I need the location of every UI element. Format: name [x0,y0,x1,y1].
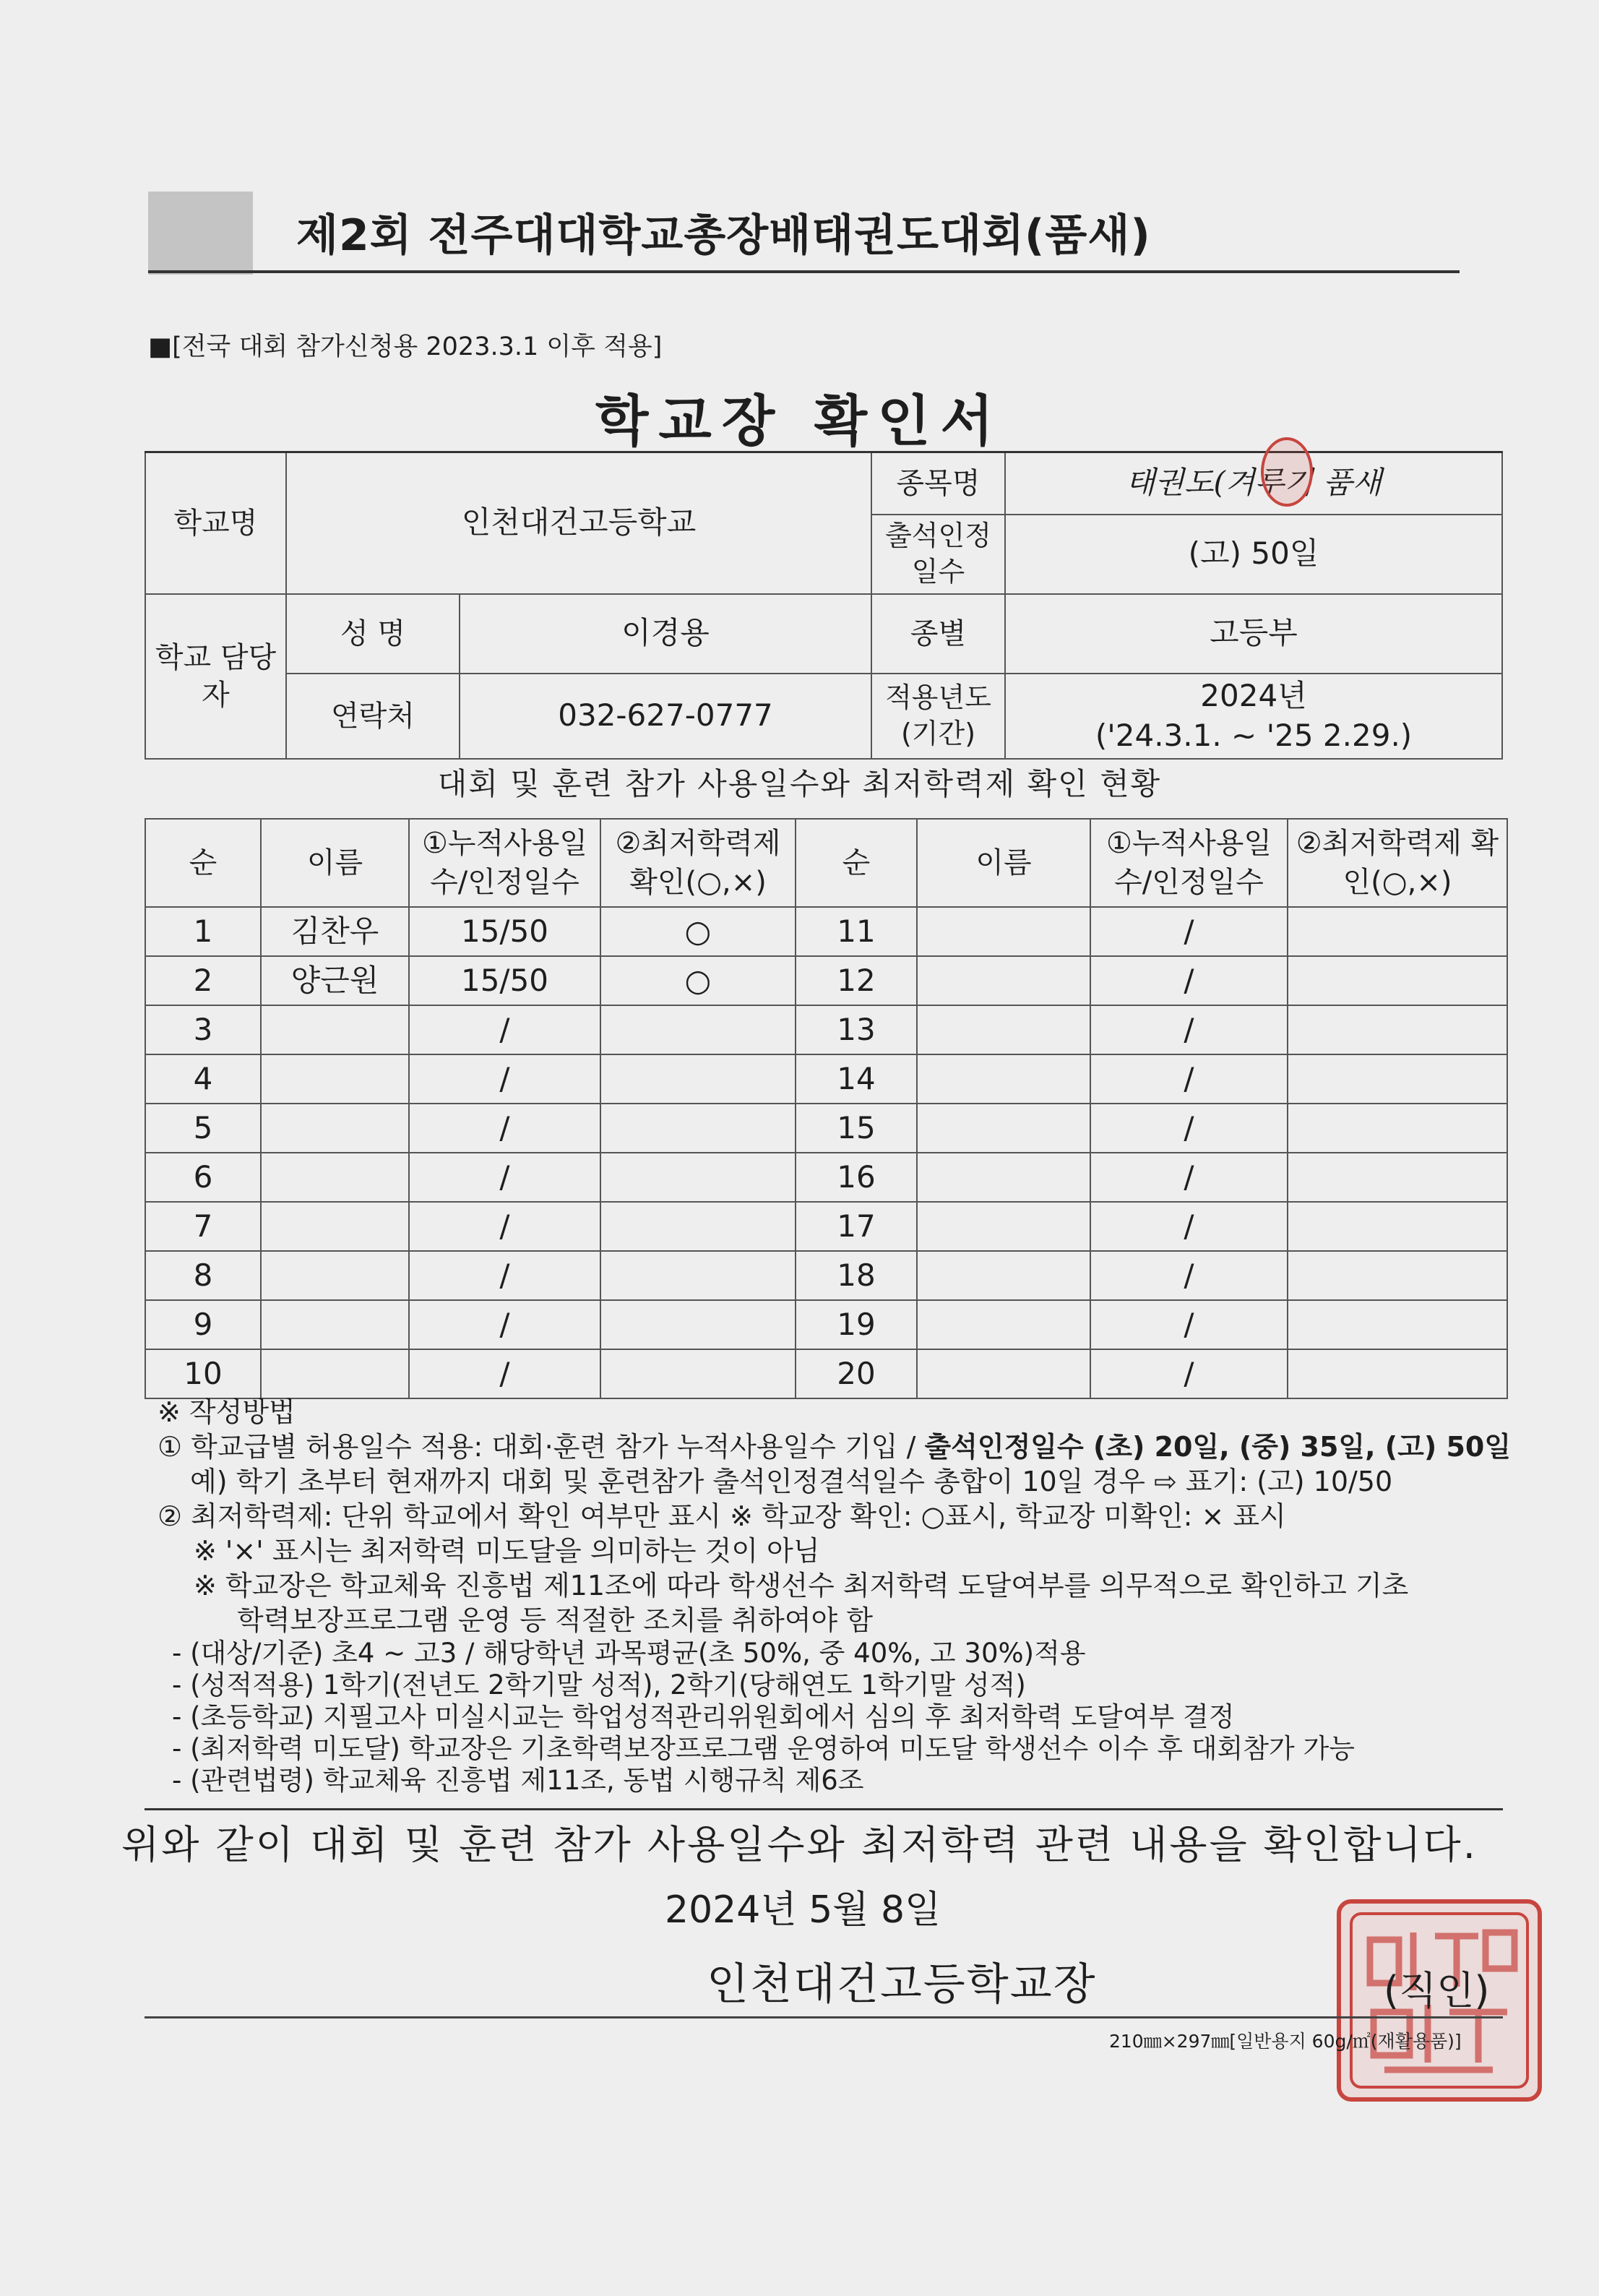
roster-cell-name [917,956,1090,1005]
roster-cell-check [1288,956,1507,1005]
roster-cell-days: / [409,1005,600,1054]
note-detail-3: - (초등학교) 지필고사 미실시교는 학업성적관리위원회에서 심의 후 최저학력 도달여부 결정 [172,1701,1235,1732]
roster-cell-no: 9 [145,1300,261,1349]
event-title: 제2회 전주대대학교총장배태권도대회(품새) [296,210,1151,261]
roster-cell-name [261,1054,409,1104]
attendance-label: 출석인정일수 [871,515,1005,594]
writing-notes [158,1395,1516,1797]
roster-cell-no: 19 [796,1300,917,1349]
table-row [145,1300,1507,1349]
header-no: 순 [145,819,261,907]
roster-cell-no: 16 [796,1153,917,1202]
roster-cell-check [1288,1153,1507,1202]
roster-cell-name [917,1104,1090,1153]
roster-cell-check: ○ [600,956,796,1005]
roster-cell-name [917,1005,1090,1054]
manager-label: 학교 담당자 [145,594,286,759]
roster-cell-check [1288,1054,1507,1104]
division-label: 종별 [871,594,1005,674]
roster-cell-days: 15/50 [409,956,600,1005]
header-name: 이름 [917,819,1090,907]
roster-cell-name [261,1349,409,1398]
contact-value: 032-627-0777 [460,674,871,759]
division-value: 고등부 [1005,594,1502,674]
roster-cell-no: 4 [145,1054,261,1104]
roster-cell-no: 18 [796,1251,917,1300]
roster-cell-name: 양근원 [261,956,409,1005]
roster-cell-name [917,1251,1090,1300]
note-detail-5: - (관련법령) 학교체육 진흥법 제11조, 동법 시행규칙 제6조 [172,1765,864,1796]
roster-cell-days: / [1090,1153,1288,1202]
roster-cell-no: 14 [796,1054,917,1104]
roster-cell-no: 7 [145,1202,261,1251]
roster-cell-days: / [1090,956,1288,1005]
issue-date: 2024년 5월 8일 [665,1888,941,1932]
roster-cell-check: ○ [600,907,796,956]
roster-cell-check [600,1251,796,1300]
header-check: ②최저학력제 확인(○,×) [600,819,796,907]
header-block [148,192,253,275]
roster-cell-no: 13 [796,1005,917,1054]
roster-cell-days: / [1090,907,1288,956]
roster-cell-days: / [409,1153,600,1202]
year-value [1005,674,1502,759]
roster-cell-name: 김찬우 [261,907,409,956]
footer-divider [145,1808,1503,1810]
roster-cell-name [261,1104,409,1153]
header-days: ①누적사용일수/인정일수 [1090,819,1288,907]
roster-header-row [145,819,1507,907]
note-1-example: 예) 학기 초부터 현재까지 대회 및 훈련참가 출석인정결석일수 총합이 10일 경우 ⇨ 표기: (고) 10/50 [190,1466,1393,1497]
period-text: ('24.3.1. ~ '25 2.29.) [1095,717,1413,753]
year-label: 적용년도 (기간) [871,674,1005,759]
table-row [145,1005,1507,1054]
roster-cell-check [1288,1300,1507,1349]
note-1: ① 학교급별 허용일수 적용: 대회·훈련 참가 누적사용일수 기입 / 출석인정일수 (초) 20일, (중) 35일, (고) 50일 [158,1431,1512,1463]
event-value: 태권도(겨루기 품새 [1005,452,1502,515]
roster-cell-days: / [409,1202,600,1251]
roster-cell-check [600,1202,796,1251]
roster-cell-days: / [409,1104,600,1153]
roster-cell-no: 10 [145,1349,261,1398]
principal-title: 인천대건고등학교장 [707,1959,1097,2010]
notes-heading: ※ 작성방법 [158,1396,296,1428]
roster-cell-no: 6 [145,1153,261,1202]
manager-name: 이경용 [460,594,871,674]
roster-cell-no: 17 [796,1202,917,1251]
roster-cell-check [600,1005,796,1054]
roster-cell-check [600,1054,796,1104]
roster-cell-check [600,1300,796,1349]
correction-stamp [1261,437,1313,507]
roster-cell-no: 8 [145,1251,261,1300]
roster-cell-no: 15 [796,1104,917,1153]
event-label: 종목명 [871,452,1005,515]
roster-cell-name [917,1202,1090,1251]
note-2-sub-1: ※ '×' 표시는 최저학력 미도달을 의미하는 것이 아님 [194,1535,820,1567]
roster-table [145,818,1508,1399]
note-detail-1: - (대상/기준) 초4 ~ 고3 / 해당학년 과목평균(초 50%, 중 40%, 고 30%)적용 [172,1638,1086,1669]
note-detail-2: - (성적적용) 1학기(전년도 2학기말 성적), 2학기(당해연도 1학기말 성적) [172,1669,1026,1700]
school-label: 학교명 [145,452,286,594]
header-days: ①누적사용일수/인정일수 [409,819,600,907]
roster-cell-name [917,1153,1090,1202]
roster-cell-check [1288,1251,1507,1300]
roster-cell-days: 15/50 [409,907,600,956]
year-text: 2024년 [1200,677,1307,713]
roster-cell-no: 3 [145,1005,261,1054]
roster-cell-name [917,907,1090,956]
roster-cell-days: / [1090,1054,1288,1104]
roster-cell-days: / [409,1349,600,1398]
roster-cell-days: / [1090,1104,1288,1153]
note-2-sub-2b: 학력보장프로그램 운영 등 적절한 조치를 취하여야 함 [237,1604,874,1636]
roster-cell-days: / [409,1300,600,1349]
attendance-value: (고) 50일 [1005,515,1502,594]
roster-cell-no: 1 [145,907,261,956]
roster-cell-check [1288,1104,1507,1153]
table-row [145,956,1507,1005]
table-row [145,1153,1507,1202]
roster-cell-days: / [1090,1300,1288,1349]
table-row [145,1202,1507,1251]
roster-cell-days: / [409,1054,600,1104]
roster-cell-days: / [1090,1349,1288,1398]
roster-cell-days: / [1090,1251,1288,1300]
confirm-statement: 위와 같이 대회 및 훈련 참가 사용일수와 최저학력 관련 내용을 확인합니다. [121,1822,1478,1867]
table-row [145,907,1507,956]
header-name: 이름 [261,819,409,907]
note-detail-4: - (최저학력 미도달) 학교장은 기초학력보장프로그램 운영하여 미도달 학생선수 이수 후 대회참가 가능 [172,1733,1356,1764]
table-row [145,1054,1507,1104]
roster-cell-check [1288,1202,1507,1251]
roster-cell-days: / [409,1251,600,1300]
roster-cell-check [600,1349,796,1398]
roster-cell-no: 20 [796,1349,917,1398]
roster-cell-name [261,1005,409,1054]
roster-cell-name [917,1054,1090,1104]
roster-cell-check [1288,1349,1507,1398]
roster-cell-days: / [1090,1005,1288,1054]
header-no: 순 [796,819,917,907]
header-check: ②최저학력제 확인(○,×) [1288,819,1507,907]
table-row [145,1349,1507,1398]
roster-cell-name [917,1300,1090,1349]
name-label: 성 명 [286,594,460,674]
roster-cell-check [600,1104,796,1153]
roster-cell-days: / [1090,1202,1288,1251]
roster-caption: 대회 및 훈련 참가 사용일수와 최저학력제 확인 현황 [437,766,1162,801]
roster-cell-name [261,1251,409,1300]
contact-label: 연락처 [286,674,460,759]
roster-cell-no: 11 [796,907,917,956]
school-name: 인천대건고등학교 [286,452,871,594]
roster-cell-check [1288,1005,1507,1054]
roster-cell-no: 12 [796,956,917,1005]
note-2: ② 최저학력제: 단위 학교에서 확인 여부만 표시 ※ 학교장 확인: ○표시, 학교장 미확인: × 표시 [158,1500,1286,1532]
roster-cell-check [1288,907,1507,956]
roster-cell-no: 2 [145,956,261,1005]
table-row [145,1104,1507,1153]
note-2-sub-2: ※ 학교장은 학교체육 진흥법 제11조에 따라 학생선수 최저학력 도달여부를 의무적으로 확인하고 기초 [194,1570,1409,1601]
document-title: 학교장 확인서 [595,389,1004,453]
table-row [145,1251,1507,1300]
bottom-divider [145,2016,1503,2018]
roster-cell-no: 5 [145,1104,261,1153]
roster-cell-check [600,1153,796,1202]
roster-cell-name [917,1349,1090,1398]
scope-note: ■[전국 대회 참가신청용 2023.3.1 이후 적용] [148,332,663,361]
roster-cell-name [261,1202,409,1251]
roster-cell-name [261,1153,409,1202]
header-divider [148,270,1460,273]
seal-label: (직인) [1384,1968,1490,2013]
roster-cell-name [261,1300,409,1349]
paper-spec: 210㎜×297㎜[일반용지 60g/㎡(재활용품)] [1109,2031,1462,2052]
